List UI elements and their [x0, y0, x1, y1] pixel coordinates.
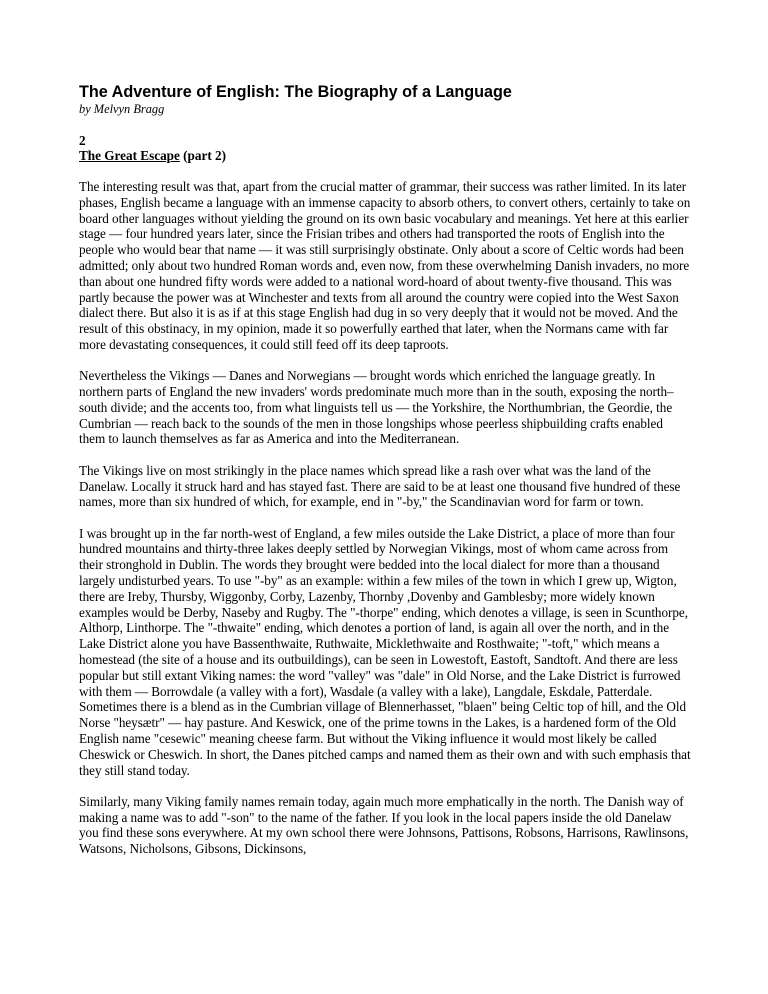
- paragraph-2: Nevertheless the Vikings — Danes and Norwegians — brought words which enriched the language greatly. In northern parts of England the new invaders' words predominate much more than in the south, exposing the north–south divide; and the accents too, from what linguists tell us — the Yorkshire, the Northumbrian, the Geordie, the Cumbrian — reach back to the sounds of the men in those longships whose peerless shipbuilding crafts enabled them to launch themselves as far as America and into the Mediterranean.: [79, 368, 674, 447]
- author-byline: by Melvyn Bragg: [79, 102, 165, 116]
- chapter-number: 2: [79, 133, 86, 148]
- document-title: The Adventure of English: The Biography of a Language: [79, 83, 512, 101]
- paragraph-3: The Vikings live on most strikingly in the place names which spread like a rash over what was the land of the Danelaw. Locally it struck hard and has stayed fast. There are said to be at least one thousand five hundred of these names, more than six hundred of which, for example, end in "-by," the Scandinavian word for farm or town.: [79, 462, 681, 510]
- paragraph-1: The interesting result was that, apart from the crucial matter of grammar, their success was rather limited. In its later phases, English became a language with an immense capacity to absorb others, to convert others, certainly to take on board other languages without yielding the ground on its own basic vocabulary and meanings. Yet here at this earlier stage — four hundred years later, since the Frisian tribes and others had transported the roots of English into the people who would bear that name — it was still surprisingly obstinate. Only about a score of Celtic words had been admitted; only about two hundred Roman words and, even now, from these overwhelming Danish invaders, no more than about one hundred fifty words were added to a national word-hoard of about twenty-five thousand. This was partly because the power was at Winchester and texts from all around the country were copied into the West Saxon dialect there. But also it is as if at this stage English had dug in so very deeply that it would not be moved. And the result of this obstinacy, in my opinion, made it so powerfully earthed that later, when the Normans came with far more devastating consequences, it could still feed off its deep taproots.: [79, 179, 691, 352]
- document-body: [79, 82, 691, 873]
- paragraph-5: Similarly, many Viking family names remain today, again much more emphatically in the north. The Danish way of making a name was to add "-son" to the name of the father. If you look in the local papers inside the old Danelaw you find these sons everywhere. At my own school there were Johnsons, Pattisons, Robsons, Harrisons, Rawlinsons, Watsons, Nicholsons, Gibsons, Dickinsons,: [79, 793, 689, 857]
- paragraph-4: I was brought up in the far north-west of England, a few miles outside the Lake District, a place of more than four hundred mountains and thirty-three lakes deeply settled by Norwegian Vikings, most of whom came across from their stronghold in Dublin. The words they brought were bedded into the local dialect for more than a thousand largely undisturbed years. To use "-by" as an example: within a few miles of the town in which I grew up, Wigton, there are Ireby, Thursby, Wiggonby, Corby, Lazenby, Thornby ,Dovenby and Gamblesby; more widely known examples would be Derby, Naseby and Rugby. The "-thorpe" ending, which denotes a village, is seen in Scunthorpe, Althorp, Linthorpe. The "-thwaite" ending, which denotes a portion of land, is again all over the north, and in the Lake District alone you have Bassenthwaite, Ruthwaite, Micklethwaite and Rosthwaite; "-toft," which means a homestead (the site of a house and its outbuildings), can be seen in Lowestoft, Eastoft, Sandtoft. And there are less popular but still extant Viking names: the word "valley" was "dale" in Old Norse, and the Lake District is furrowed with them — Borrowdale (a valley with a fort), Wasdale (a valley with a lake), Langdale, Eskdale, Patterdale. Sometimes there is a blend as in the Cumbrian village of Blennerhasset, "blaen" being Celtic top of hill, and the Old Norse "heysætr" — hay pasture. And Keswick, one of the prime towns in the Lakes, is a hardened form of the Old English name "cesewic" meaning cheese farm. But without the Viking influence it would most likely be called Cheswick or Cheswich. In short, the Danes pitched camps and named them as their own and with such emphasis that they still stand today.: [79, 525, 691, 778]
- chapter-title: The Great Escape: [79, 148, 180, 163]
- chapter-part: (part 2): [179, 148, 227, 163]
- chapter-heading: [79, 148, 691, 163]
